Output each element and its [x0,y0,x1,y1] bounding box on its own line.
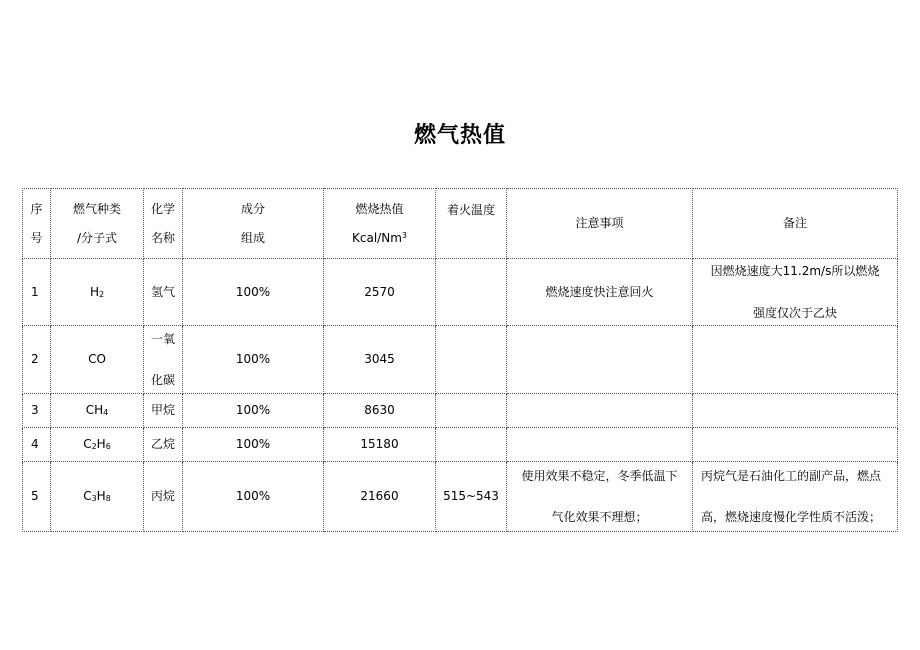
row-chem-name: 丙烷 [144,462,183,532]
row-remarks [693,394,898,428]
table-row [23,259,898,326]
row-formula: CH4 [51,394,144,428]
header-heat-line1: 燃烧热值 [355,201,404,216]
row-index: 3 [23,394,51,428]
row-index: 1 [23,259,51,326]
row-ignition-temp [436,259,507,326]
header-gas-type-line2: /分子式 [76,230,118,245]
header-gas-type-line1: 燃气种类 [72,201,121,216]
row-notes: 燃烧速度快注意回火 [507,259,693,326]
row-notes [507,428,693,462]
row-notes-line2: 气化效果不理想； [551,510,648,525]
row-formula: CO [51,326,144,394]
row-remarks-line1: 因燃烧速度大11.2m/s所以燃烧 [710,264,880,278]
header-composition-line1: 成分 [240,201,265,216]
header-ignition-temp: 着火温度 [436,189,507,259]
row-remarks [693,462,898,532]
row-remarks [693,326,898,394]
header-composition [183,189,324,259]
row-heat-value: 2570 [324,259,436,326]
table-row [23,326,898,394]
header-index-line1: 序 [30,201,43,216]
header-gas-type [51,189,144,259]
header-heat-unit-sup: 3 [401,230,407,240]
header-index-line2: 号 [30,230,43,245]
row-chem-name: 甲烷 [144,394,183,428]
row-remarks-line2: 强度仅次于乙炔 [752,305,837,320]
row-ignition-temp: 515~543 [436,462,507,532]
row-composition: 100% [183,326,324,394]
row-formula: C3H8 [51,462,144,532]
row-chem-name: 氢气 [144,259,183,326]
page-title: 燃气热值 [413,123,506,148]
row-chem-name [144,326,183,394]
row-notes [507,462,693,532]
row-ignition-temp [436,428,507,462]
header-heat-line2 [324,231,435,245]
header-index [23,189,51,259]
row-heat-value: 21660 [324,462,436,532]
row-ignition-temp [436,394,507,428]
row-heat-value: 8630 [324,394,436,428]
row-index: 5 [23,462,51,532]
row-remarks-line1: 丙烷气是石油化工的副产品，燃点 [701,468,882,483]
row-composition: 100% [183,394,324,428]
row-formula: H2 [51,259,144,326]
header-chem-name [144,189,183,259]
header-heat-value [324,189,436,259]
row-chem-name-line2: 化碳 [150,373,175,388]
row-index: 4 [23,428,51,462]
row-heat-value: 3045 [324,326,436,394]
header-remarks: 备注 [693,189,898,259]
row-remarks [693,259,898,326]
header-heat-unit: Kcal/Nm [352,230,402,245]
row-ignition-temp [436,326,507,394]
table-header-row [23,189,898,259]
table-row [23,428,898,462]
row-composition: 100% [183,462,324,532]
header-chem-line1: 化学 [150,201,175,216]
row-composition: 100% [183,259,324,326]
row-heat-value: 15180 [324,428,436,462]
row-notes [507,394,693,428]
row-notes-line1: 使用效果不稳定，冬季低温下 [521,468,678,483]
gas-heat-value-table [22,188,898,532]
row-chem-name: 乙烷 [144,428,183,462]
row-composition: 100% [183,428,324,462]
row-formula: C2H6 [51,428,144,462]
table-row [23,462,898,532]
row-remarks [693,428,898,462]
header-composition-line2: 组成 [240,230,265,245]
row-index: 2 [23,326,51,394]
header-notes: 注意事项 [507,189,693,259]
table-row [23,394,898,428]
header-chem-line2: 名称 [150,230,175,245]
row-notes [507,326,693,394]
row-chem-name-line1: 一氧 [150,331,175,346]
row-remarks-line2: 高，燃烧速度慢化学性质不活泼； [701,510,882,525]
